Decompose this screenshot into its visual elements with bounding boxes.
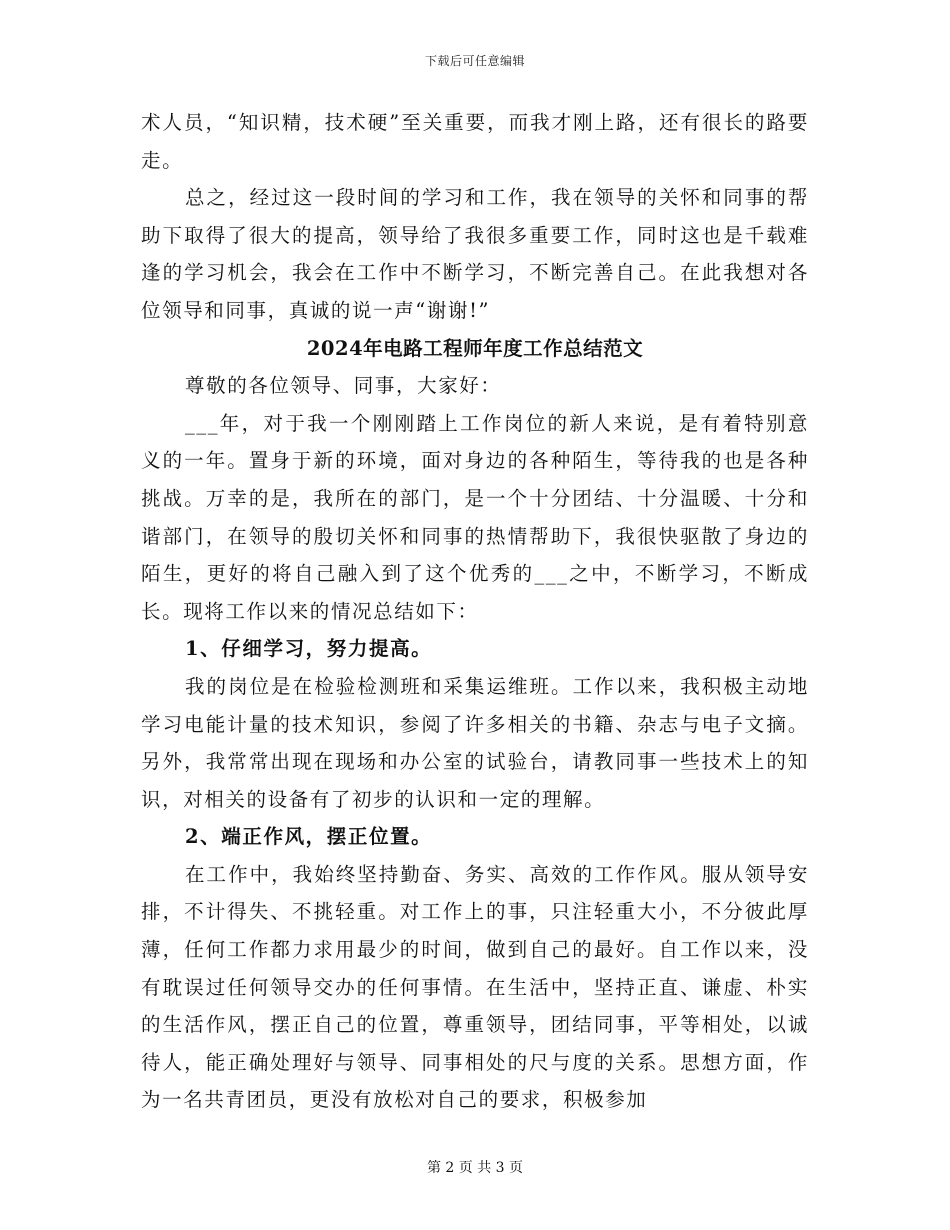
salutation: 尊敬的各位领导、同事，大家好： (185, 374, 502, 398)
paragraph-continuation: 术人员，“知识精，技术硬”至关重要，而我才刚上路，还有很长的路要走。 (141, 111, 809, 172)
paragraph-section-2: 在工作中，我始终坚持勤奋、务实、高效的工作作风。服从领导安排，不计得失、不挑轻重。对工作上的事，只注轻重大小，不分彼此厚薄，任何工作都力求用最少的时间，做到自己的最好。自工作以来，没有耽误过任何领导交办的任何事情。在生活中，坚持正直、谦虚、朴实的生活作风，摆正自己的位置，尊重领导，团结同事，平等相处，以诚待人，能正确处理好与领导、同事相处的尺与度的关系。思想方面，作为一名共青团员，更没有放松对自己的要求，积极参加 (141, 862, 809, 1112)
paragraph-section-1: 我的岗位是在检验检测班和采集运维班。工作以来，我积极主动地学习电能计量的技术知识，参阅了许多相关的书籍、杂志与电子文摘。另外，我常常出现在现场和办公室的试验台，请教同事一些技术上的知识，对相关的设备有了初步的认识和一定的理解。 (141, 674, 809, 811)
section-heading-1: 1、仔细学习，努力提高。 (185, 637, 433, 661)
document-body (141, 104, 809, 1119)
document-title: 2024年电路工程师年度工作总结范文 (306, 336, 644, 360)
page-footer: 第 2 页 共 3 页 (426, 1160, 524, 1176)
section-heading-2: 2、端正作风，摆正位置。 (185, 825, 433, 849)
paragraph-intro: ___年，对于我一个刚刚踏上工作岗位的新人来说，是有着特别意义的一年。置身于新的环境，面对身边的各种陌生，等待我的也是各种挑战。万幸的是，我所在的部门，是一个十分团结、十分温暖、十分和谐部门，在领导的殷切关怀和同事的热情帮助下，我很快驱散了身边的陌生，更好的将自己融入到了这个优秀的___之中，不断学习，不断成长。现将工作以来的情况总结如下： (141, 411, 809, 623)
paragraph-conclusion: 总之，经过这一段时间的学习和工作，我在领导的关怀和同事的帮助下取得了很大的提高，领导给了我很多重要工作，同时这也是千载难逢的学习机会，我会在工作中不断学习，不断完善自己。在此我想对各位领导和同事，真诚的说一声“谢谢!” (141, 186, 809, 322)
page-header: 下载后可任意编辑 (424, 54, 525, 68)
